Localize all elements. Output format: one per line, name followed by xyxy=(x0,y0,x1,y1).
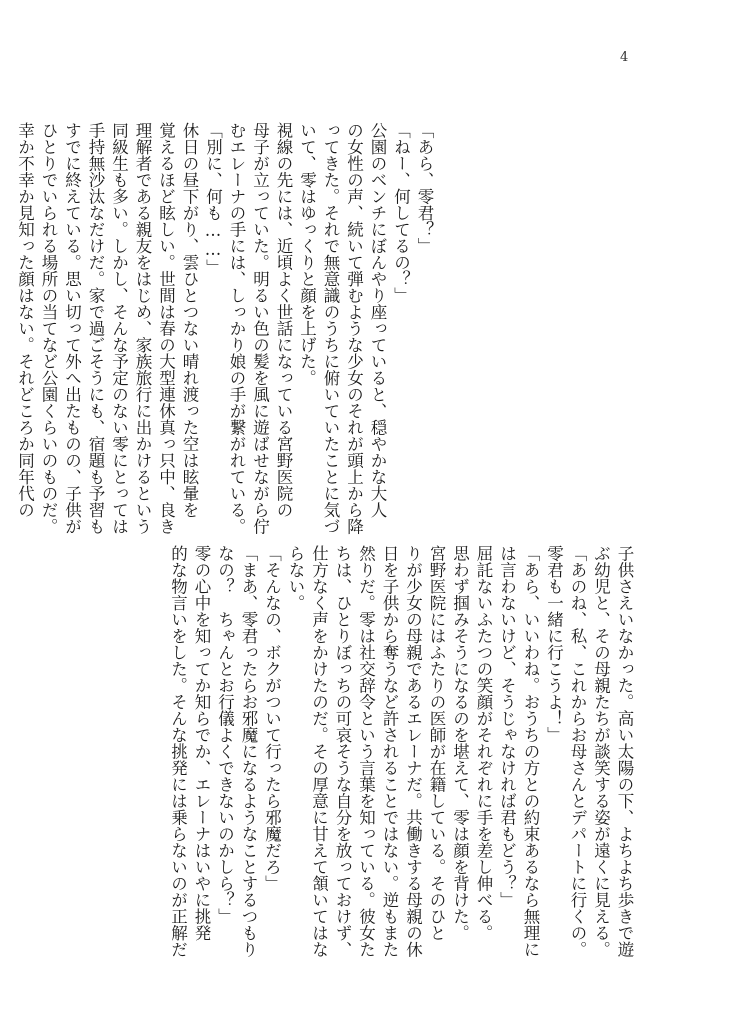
text-line: 「別に、何も……」 xyxy=(203,122,223,276)
text-line: 「あのね、私、これからお母さんとデパートに行くの。 xyxy=(568,545,587,958)
text-line: いて、零はゆっくりと顔を上げた。 xyxy=(297,122,317,386)
text-line: 理解者である親友をはじめ、家族旅行に出かけるという xyxy=(133,122,152,535)
text-line: 幸か不幸か見知った顔はない。それどころか同年代の xyxy=(15,122,35,518)
text-line: 仕方なく声をかけたのだ。その厚意に甘えて頷いてはな xyxy=(309,545,329,958)
text-line: は言わないけど、そうじゃなければ君もどう？」 xyxy=(497,545,517,908)
text-line: 休日の昼下がり、雲ひとつない晴れ渡った空は眩暈を xyxy=(180,122,199,518)
text-line: 「ねー、何してるの？」 xyxy=(391,122,411,304)
text-line: りが少女の母親であるエレーナだ。共働きする母親の休 xyxy=(403,545,423,958)
text-line: 宮野医院にはふたりの医師が在籍している。そのひと xyxy=(427,545,446,941)
text-line: 思わず掴みそうになるのを堪えて、零は顔を背けた。 xyxy=(450,545,470,941)
text-line: 視線の先には、近頃よく世話になっている宮野医院の xyxy=(274,122,293,518)
text-line: 屈託ないふたつの笑顔がそれぞれに手を差し伸べる。 xyxy=(474,545,493,941)
text-line: 公園のベンチにぼんやり座っていると、穏やかな大人 xyxy=(368,122,387,518)
text-line: 「あら、零君？」 xyxy=(415,122,434,254)
text-line: 手持無沙汰なだけだ。家で過ごそうにも、宿題も予習も xyxy=(86,122,105,535)
text-line: 的な物言いをした。そんな挑発には乗らないのが正解だ xyxy=(168,545,188,958)
text-line: むエレーナの手には、しっかり娘の手が繋がれている。 xyxy=(227,122,246,535)
text-line: 日を子供から奪うなど許されることではない。逆もまた xyxy=(380,545,399,958)
text-line: 同級生も多い。しかし、そんな予定のない零にとっては xyxy=(109,122,129,535)
text-line: 零君も一緒に行こうよ！」 xyxy=(544,545,564,743)
text-line: 「そんなの、ボクがついて行ったら邪魔だろ」 xyxy=(262,545,282,892)
text-line: 「まあ、零君ったらお邪魔になるようなことするつもり xyxy=(239,545,258,958)
text-line: 子供さえいなかった。高い太陽の下、よちよち歩きで遊 xyxy=(615,545,634,958)
text-line: すでに終えている。思い切って外へ出たものの、子供が xyxy=(62,122,82,535)
text-line: ってきた。それで無意識のうちに俯いていたことに気づ xyxy=(321,122,340,535)
lower-text-block xyxy=(138,545,636,958)
text-line: ぶ幼児と、その母親たちが談笑する姿が遠くに見える。 xyxy=(591,545,611,958)
upper-text-block xyxy=(15,122,436,535)
text-line: 覚えるほど眩しい。世間は春の大型連休真っ只中、良き xyxy=(156,122,176,535)
text-line: ひとりでいられる場所の当てなど公園くらいのものだ。 xyxy=(39,122,58,535)
text-line: 零の心中を知ってか知らでか、エレーナはいやに挑発 xyxy=(192,545,211,941)
text-line: ちは、ひとりぼっちの可哀そうな自分を放っておけず、 xyxy=(333,545,352,958)
text-line: らない。 xyxy=(286,545,305,611)
text-line: 母子が立っていた。明るい色の髪を風に遊ばせながら佇 xyxy=(250,122,270,535)
page-number: 4 xyxy=(620,50,629,65)
text-line: なの？ ちゃんとお行儀よくできないのかしら？」 xyxy=(215,545,235,925)
text-line: 「あら、いいわね。おうちの方との約束あるなら無理に xyxy=(521,545,540,958)
text-line: 然りだ。零は社交辞令という言葉を知っている。彼女た xyxy=(356,545,376,958)
text-line: の女性の声、続いて弾むような少女のそれが頭上から降 xyxy=(344,122,364,535)
